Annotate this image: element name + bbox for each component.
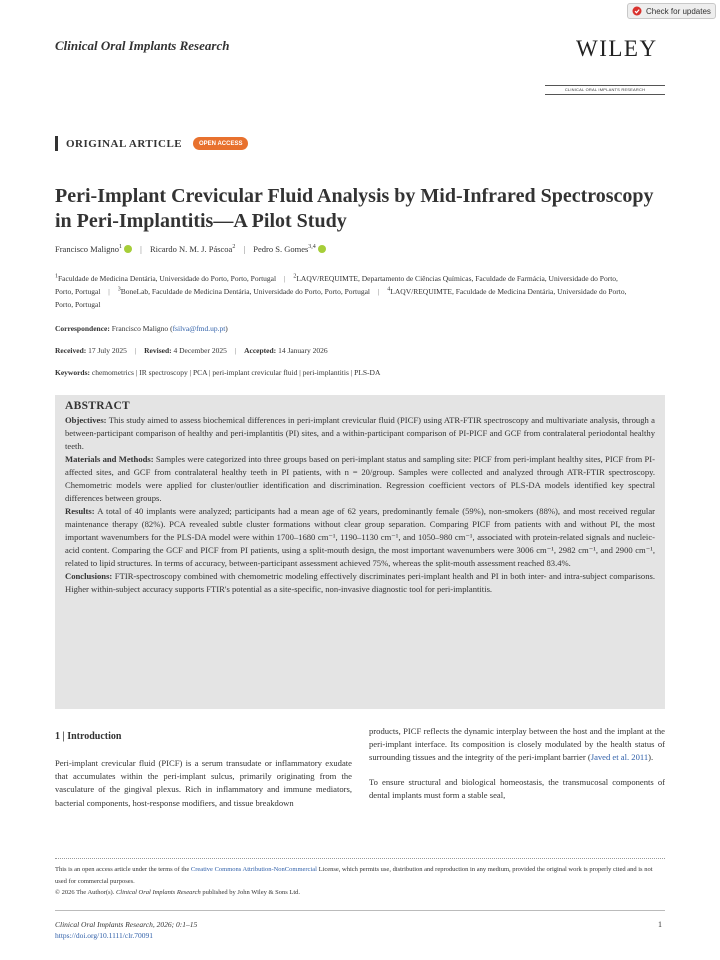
- affiliation: LAQV/REQUIMTE, Faculdade de Medicina Dentária, Universidade do Porto, Porto, Portugal: [55, 287, 627, 309]
- date-value: 17 July 2025: [88, 346, 127, 355]
- date-label: Accepted:: [244, 346, 277, 355]
- abstract-section-label: Conclusions:: [65, 571, 113, 581]
- author-name[interactable]: Pedro S. Gomes: [253, 244, 309, 254]
- body-paragraph: Peri-implant crevicular fluid (PICF) is a serum transudate or inflammatory exudate that accumulates within the peri-implant sulcus, primarily originating from the vasculature of the gingival plexus. Rich in inflammatory and immune mediators, bacterial components, host-response modifiers, and tissue breakdown: [55, 758, 352, 808]
- affiliations: [55, 272, 630, 311]
- affil-sup: 4: [387, 286, 391, 293]
- publisher-rule-top: [545, 85, 665, 86]
- footer-rule: [55, 910, 665, 911]
- body-text: ).: [648, 752, 654, 763]
- affil-separator: |: [108, 287, 110, 296]
- journal-name: Clinical Oral Implants Research: [55, 38, 230, 53]
- article-title: Peri-Implant Crevicular Fluid Analysis by Mid-Infrared Spectroscopy in Peri-Implantitis—A Pilot Study: [55, 185, 654, 232]
- license-text: License, which permits use, distribution and reproduction in any medium, provided the original work is properly cited and is not used for commercial purposes.: [55, 866, 653, 885]
- keywords-value: chemometrics | IR spectroscopy | PCA | peri-implant crevicular fluid | peri-implantitis | PLS-DA: [91, 368, 381, 377]
- publisher-rule-bottom: [545, 94, 665, 95]
- orcid-icon[interactable]: [124, 245, 132, 253]
- check-for-updates-button[interactable]: [627, 3, 716, 19]
- check-updates-icon: [632, 6, 642, 16]
- body-paragraph: To ensure structural and biological homeostasis, the transmucosal components of dental implants must form a stable seal,: [369, 776, 665, 800]
- open-access-badge: [193, 137, 248, 150]
- affil-sup: 3: [117, 286, 121, 293]
- date-separator: |: [234, 346, 237, 355]
- author-name[interactable]: Ricardo N. M. J. Páscoa: [149, 244, 233, 254]
- affiliation: Faculdade de Medicina Dentária, Universidade do Porto, Porto, Portugal: [58, 274, 277, 283]
- publisher-logo: WILEY: [576, 36, 658, 61]
- keywords: [55, 368, 380, 377]
- abstract-heading: ABSTRACT: [65, 400, 131, 412]
- date-value: 4 December 2025: [173, 346, 227, 355]
- abstract-methods: [65, 453, 655, 505]
- affil-separator: |: [377, 287, 380, 296]
- copyright-text: published by John Wiley & Sons Ltd.: [200, 889, 301, 896]
- affiliation: BoneLab, Faculdade de Medicina Dentária, Universidade do Porto, Porto, Portugal: [120, 287, 371, 296]
- copyright-journal: Clinical Oral Implants Research: [115, 889, 201, 896]
- body-column-left: [55, 757, 352, 810]
- author-list: [55, 244, 675, 254]
- abstract-section-label: Results:: [65, 506, 95, 516]
- license-link[interactable]: Creative Commons Attribution-NonCommercial: [190, 866, 317, 873]
- correspondence-label: Correspondence:: [55, 324, 110, 333]
- license-notice: [55, 864, 665, 899]
- citation-link[interactable]: Javed et al. 2011: [590, 752, 649, 763]
- license-text: This is an open access article under the terms of the: [55, 866, 191, 873]
- correspondence: Correspondence: Francisco Maligno (fsilva@fmd.up.pt): [55, 324, 228, 333]
- author-separator: |: [140, 244, 142, 254]
- author-affil-sup: 2: [232, 244, 236, 251]
- publisher-journal-small: CLINICAL ORAL IMPLANTS RESEARCH: [564, 87, 646, 92]
- keywords-label: Keywords:: [55, 368, 90, 377]
- body-text: products, PICF reflects the dynamic interplay between the host and the implant at the peri-implant interface. Its composition is closely modulated by the health status of surrounding tissues and the integrity of the peri-implant barrier (: [369, 726, 665, 763]
- affiliation: LAQV/REQUIMTE, Departamento de Ciências Químicas, Faculdade de Farmácia, Universidade do Porto, Porto, Portugal: [55, 274, 618, 296]
- article-citation: Clinical Oral Implants Research, 2026; 0:1–15: [55, 920, 198, 929]
- date-value: 14 January 2026: [278, 346, 328, 355]
- article-dates: [55, 346, 328, 355]
- date-label: Received:: [55, 346, 87, 355]
- article-type: ORIGINAL ARTICLE: [66, 138, 183, 150]
- correspondence-name: Francisco Maligno: [111, 324, 169, 333]
- doi-link[interactable]: https://doi.org/10.1111/clr.70091: [55, 931, 153, 940]
- author-affil-sup: 1: [118, 244, 122, 251]
- section-heading-introduction: 1 | Introduction: [55, 731, 122, 742]
- open-access-label: OPEN ACCESS: [199, 140, 243, 147]
- author-separator: |: [243, 244, 246, 254]
- page-number: 1: [658, 920, 662, 929]
- affil-separator: |: [283, 274, 286, 283]
- abstract-section-text: FTIR-spectroscopy combined with chemometric modeling effectively discriminates peri-implant health and PI in both inter- and intra-subject comparisons. Higher within-subject accuracy supports FTIR's potential as a site-specific, non-invasive diagnostic tool for peri-implantitis.: [65, 571, 655, 594]
- article-type-bar: [55, 136, 58, 151]
- check-updates-label: Check for updates: [646, 6, 711, 16]
- abstract-section-text: Samples were categorized into three groups based on peri-implant status and sampling site: PICF from peri-implant healthy sites, PICF from PI-affected sites, and GCF from contralateral healthy teeth in PI patients, with n = 20/group. Samples were collected and analyzed through ATR-FTIR spectroscopy. Chemometric models were applied for cluster/outlier identification and discrimination. Regression coefficient vectors of PLS-DA models identified key spectral differences between groups.: [65, 454, 655, 503]
- date-separator: |: [134, 346, 137, 355]
- affil-sup: 1: [55, 273, 58, 280]
- author-affil-sup: 3,4: [308, 244, 316, 251]
- footer-divider: [55, 858, 665, 859]
- correspondence-email-link[interactable]: fsilva@fmd.up.pt: [172, 324, 226, 333]
- body-column-right: [369, 725, 665, 802]
- abstract-conclusions: [65, 570, 655, 596]
- abstract-section-label: Objectives:: [65, 415, 107, 425]
- author-name[interactable]: Francisco Maligno: [55, 244, 119, 254]
- abstract-objectives: [65, 414, 655, 453]
- abstract-box: [55, 395, 665, 709]
- body-paragraph: [369, 725, 665, 765]
- abstract-section-label: Materials and Methods:: [65, 454, 154, 464]
- abstract-section-text: A total of 40 implants were analyzed; participants had a mean age of 62 years, predominantly female (59%), non-smokers (88%), and most received regular maintenance therapy (82%). PCA revealed subtle cluster formations without clear group separation. Comparing PICF from patients with and without PI, the most important wavenumbers for the PLS-DA model were within 1700–1680 cm⁻¹, 1190–1130 cm⁻¹, and 1050–980 cm⁻¹, associated with protein-related signals and nucleic-acid content. Comparing the GCF and PICF from PI patients, using a split-mouth design, the most important wavenumbers were 3006 cm⁻¹, 2982 cm⁻¹, and 2900 cm⁻¹, related to lipid structures. In terms of accuracy, between-participant assessment achieved 75%, whereas the split-mouth assessment reached 83.4%.: [65, 506, 655, 568]
- affil-sup: 2: [293, 273, 297, 280]
- copyright-text: © 2026 The Author(s).: [55, 889, 116, 896]
- orcid-icon[interactable]: [318, 245, 326, 253]
- date-label: Revised:: [144, 346, 172, 355]
- abstract-section-text: This study aimed to assess biochemical differences in peri-implant crevicular fluid (PICF) using ATR-FTIR spectroscopy and multivariate analysis, through a between-participant comparison of healthy and peri-implantitis (PI) sites, and a within-participant comparison of PI-PICF and GCF from contralateral periodontal healthy teeth.: [65, 415, 655, 451]
- abstract-results: [65, 505, 655, 570]
